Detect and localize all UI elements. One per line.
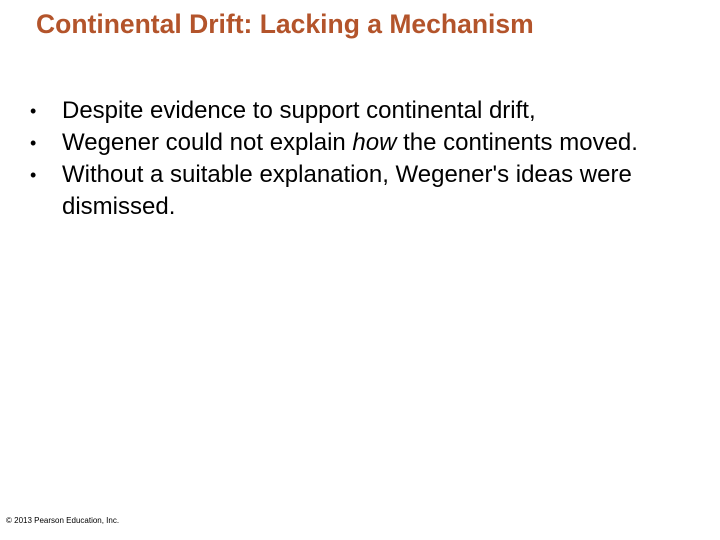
bullet-icon: • — [30, 133, 37, 153]
bullet-text-after: the continents moved. — [396, 129, 638, 156]
bullet-text-before: Wegener could not explain — [62, 129, 353, 156]
bullet-item — [30, 159, 690, 223]
bullet-item — [30, 95, 690, 127]
bullet-text: Without a suitable explanation, Wegener's ideas were dismissed. — [62, 161, 632, 220]
bullet-text-emphasis: how — [352, 129, 397, 156]
bullet-item — [30, 127, 690, 159]
bullet-list — [30, 95, 690, 223]
slide-title: Continental Drift: Lacking a Mechanism — [36, 9, 534, 39]
bullet-text: Despite evidence to support continental drift, — [62, 97, 536, 124]
copyright-footer: © 2013 Pearson Education, Inc. — [6, 516, 120, 525]
bullet-icon: • — [30, 101, 37, 121]
bullet-icon: • — [30, 165, 37, 185]
